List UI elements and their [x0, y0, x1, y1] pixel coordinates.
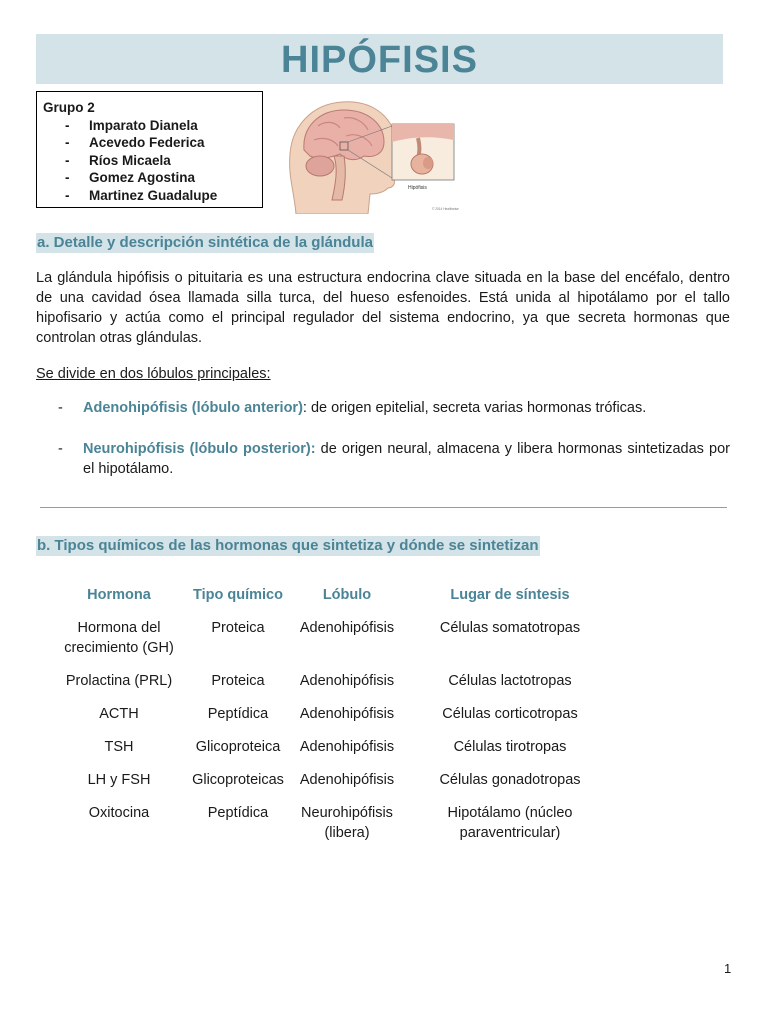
pituitary-lobe-posterior — [423, 157, 433, 169]
list-dash: - — [65, 152, 70, 168]
table-cell: Hormona del crecimiento (GH) — [64, 620, 174, 656]
table-cell: Oxitocina — [88, 805, 150, 821]
list-dash: - — [65, 187, 70, 203]
lobe-item-posterior — [58, 439, 730, 479]
member-name: Imparato Dianela — [89, 117, 198, 133]
table-cell: Proteica — [211, 620, 265, 636]
page-number: 1 — [724, 961, 732, 976]
table-cell: Hipotálamo (núcleo paraventricular) — [447, 805, 573, 841]
column-header-hormona: Hormona — [87, 587, 151, 603]
column-header-lobulo: Lóbulo — [322, 587, 372, 603]
lobes-intro: Se divide en dos lóbulos principales: — [36, 366, 271, 382]
member-item — [43, 187, 256, 205]
member-item — [43, 169, 256, 187]
column-header-tipo: Tipo químico — [193, 587, 283, 603]
table-row — [50, 701, 614, 734]
intro-paragraph: La glándula hipófisis o pituitaria es una estructura endocrina clave situada en la base del encéfalo, dentro de una cavidad ósea llamada silla turca, del hueso esfenoides. Está unida al hipotálamo por el tallo hipofisario y actúa como el principal regulador del sistema endocrino, ya que secreta hormonas que controlan otras glándulas. — [36, 270, 730, 346]
list-dash: - — [58, 400, 63, 416]
table-cell: Células somatotropas — [439, 620, 581, 636]
member-item — [43, 152, 256, 170]
table-cell: Adenohipófisis — [299, 706, 395, 722]
section-b-heading: b. Tipos químicos de las hormonas que sintetiza y dónde se sintetizan — [37, 537, 539, 554]
table-cell: Peptídica — [207, 706, 269, 722]
list-dash: - — [65, 135, 70, 150]
title-banner — [36, 34, 723, 84]
table-cell: Glicoproteicas — [192, 772, 284, 788]
member-name: Gomez Agostina — [89, 170, 196, 185]
table-cell: Adenohipófisis — [299, 772, 395, 788]
table-row — [50, 615, 614, 668]
table-row — [50, 668, 614, 701]
illustration-credit: © 2014 Healthwise — [432, 207, 459, 211]
pituitary-illustration — [284, 96, 474, 214]
lobe-description: de origen neural, almacena y libera hormonas sintetizadas por el hipotálamo. — [83, 441, 730, 477]
page-title: HIPÓFISIS — [281, 39, 478, 81]
table-cell: LH y FSH — [87, 772, 151, 788]
table-cell: Neurohipófisis (libera) — [301, 805, 393, 841]
table-cell: Células corticotropas — [442, 706, 578, 722]
table-cell: Adenohipófisis — [299, 673, 395, 689]
lobe-name: Adenohipófisis (lóbulo anterior) — [83, 400, 303, 416]
table-cell: TSH — [104, 739, 134, 755]
hormones-table — [50, 585, 614, 853]
table-cell: Proteica — [211, 673, 265, 689]
section-a-heading: a. Detalle y descripción sintética de la glándula — [37, 234, 373, 251]
horizontal-divider — [40, 507, 727, 508]
table-cell: Células gonadotropas — [439, 772, 581, 788]
member-item — [43, 117, 256, 135]
member-name: Ríos Micaela — [89, 152, 171, 168]
lobe-description: : de origen epitelial, secreta varias hormonas tróficas. — [302, 400, 647, 416]
group-box — [36, 91, 263, 208]
lobe-name: Neurohipófisis (lóbulo posterior): — [83, 441, 316, 457]
table-header-row — [50, 585, 614, 615]
illustration-label: Hipófisis — [408, 185, 427, 191]
table-cell: Peptídica — [207, 805, 269, 821]
table-row — [50, 734, 614, 767]
member-name: Acevedo Federica — [89, 135, 205, 150]
member-item — [43, 134, 256, 152]
table-cell: Células lactotropas — [448, 673, 572, 689]
table-cell: Adenohipófisis — [299, 739, 395, 755]
member-name: Martinez Guadalupe — [89, 187, 218, 203]
cerebellum-shape — [306, 156, 334, 176]
list-dash: - — [65, 117, 70, 133]
table-row — [50, 800, 614, 853]
list-dash: - — [65, 170, 70, 185]
table-cell: Prolactina (PRL) — [65, 673, 173, 689]
table-cell: Células tirotropas — [453, 739, 567, 755]
table-row — [50, 767, 614, 800]
table-cell: Glicoproteica — [195, 739, 281, 755]
member-list — [43, 117, 256, 205]
lobe-item-anterior — [58, 398, 730, 418]
table-cell: ACTH — [99, 706, 139, 722]
group-heading: Grupo 2 — [43, 100, 95, 115]
table-cell: Adenohipófisis — [299, 620, 395, 636]
column-header-lugar: Lugar de síntesis — [450, 587, 570, 603]
list-dash: - — [58, 441, 63, 457]
